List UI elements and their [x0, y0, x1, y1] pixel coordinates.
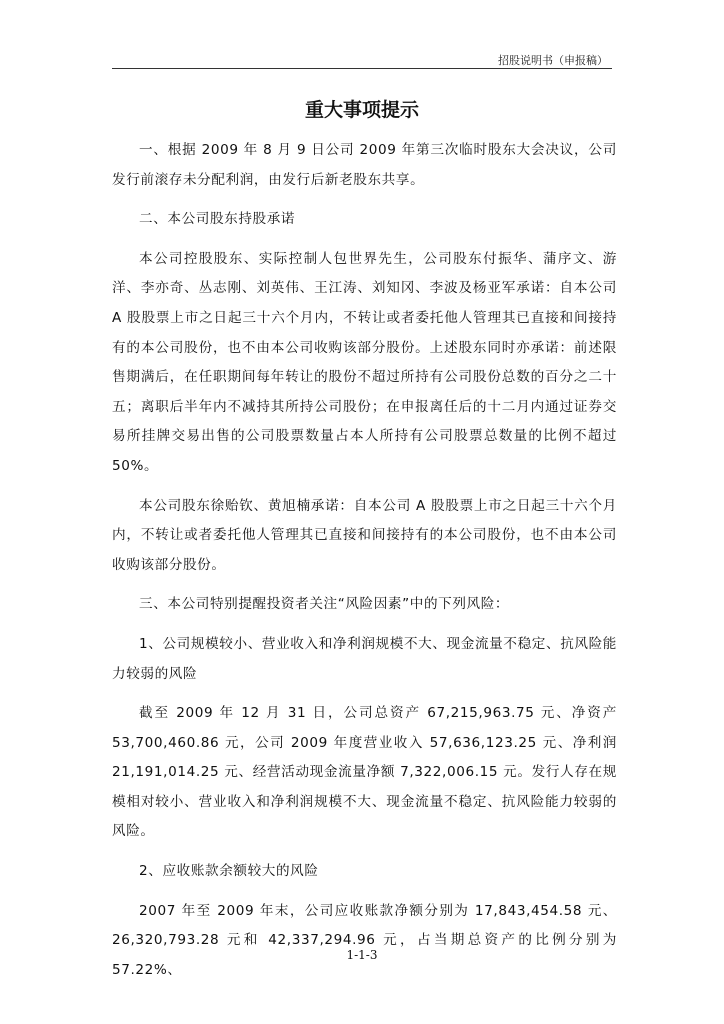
body-content: [112, 136, 617, 995]
paragraph-other-shareholder-commitment: 本公司股东徐贻钦、黄旭楠承诺：自本公司 A 股股票上市之日起三十六个月内，不转让或者委托他人管理其已直接和间接持有的本公司股份，也不由本公司收购该部分股份。: [112, 497, 617, 573]
section-heading-risk: 三、本公司特别提醒投资者关注“风险因素”中的下列风险：: [139, 596, 510, 613]
running-header: [112, 44, 612, 69]
page-title: 重大事项提示: [304, 99, 419, 121]
header-doc-label: 招股说明书（申报稿）: [498, 54, 608, 67]
risk-heading-scale: 1、公司规模较小、营业收入和净利润规模不大、现金流量不稳定、抗风险能力较弱的风险: [112, 635, 617, 682]
page-number: 1-1-3: [346, 948, 378, 962]
paragraph-financial-figures: 截至 2009 年 12 月 31 日，公司总资产 67,215,963.75 元、净资产53,700,460.86 元，公司 2009 年度营业收入 57,636,123.25 元、净利润21,191,014.25 元、经营活动现金流量净额 7,322,006.15 元。发行人存在规模相对较小、营业收入和净利润规模不大、现金流量不稳定、抗风险能力较弱的风险。: [112, 705, 617, 840]
paragraph-receivables: 2007 年至 2009 年末，公司应收账款净额分别为 17,843,454.58 元、26,320,793.28 元和 42,337,294.96 元，占当期总资产的比例分别为 57.22%、: [112, 902, 617, 978]
paragraph-controlling-shareholder-commitment: 本公司控股股东、实际控制人包世界先生，公司股东付振华、蒲序文、游洋、李亦奇、丛志刚、刘英伟、王江涛、刘知冈、李波及杨亚军承诺：自本公司 A 股股票上市之日起三十六个月内，不转让或者委托他人管理其已直接和间接持有的本公司股份，也不由本公司收购该部分股份。上述股东同时亦承诺：前述限售期满后，在任职期间每年转让的股份不超过所持有公司股份总数的百分之二十五；离职后半年内不减持其所持公司股份；在申报离任后的十二月内通过证券交易所挂牌交易出售的公司股票数量占本人所持有公司股票总数量的比例不超过50%。: [112, 250, 617, 474]
risk-heading-receivables: 2、应收账款余额较大的风险: [139, 863, 319, 880]
paragraph-dividend: 一、根据 2009 年 8 月 9 日公司 2009 年第三次临时股东大会决议，公司发行前滚存未分配利润，由发行后新老股东共享。: [112, 142, 617, 188]
section-heading-shareholding: 二、本公司股东持股承诺: [139, 211, 296, 228]
